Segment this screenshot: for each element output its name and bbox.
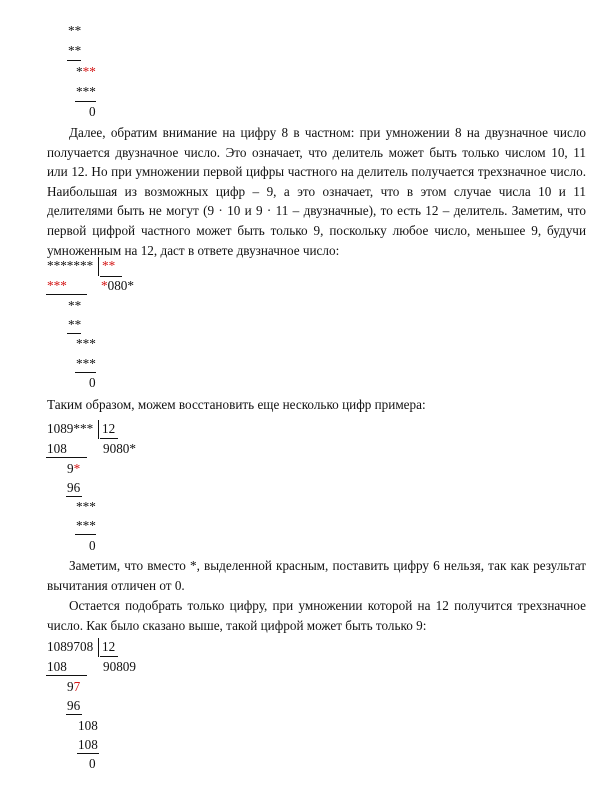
paragraph-line: Заметим, что вместо *, выделенной красным, поставить цифру 6 нельзя, так как результат [69, 558, 586, 573]
paragraph-line: делителями быть не могут (9 · 10 и 9 · 11 – двузначные), то есть 12 – делитель. Заметим, что [47, 203, 586, 219]
subtraction-underline [66, 714, 82, 715]
division-remainder: 0 [89, 104, 96, 119]
paragraph-line: получается двузначное число. Это означает, что делитель может быть только числом 10, 11 [47, 144, 586, 160]
subtrahend: 108 [47, 659, 67, 674]
division-line: 96 [67, 480, 81, 495]
quotient: *080* [101, 278, 134, 293]
division-remainder: 0 [89, 375, 96, 390]
paragraph-line: Далее, обратим внимание на цифру 8 в частном: при умножении 8 на двузначное число [69, 125, 586, 140]
divisor: ** [102, 258, 116, 273]
divisor-underline [100, 438, 118, 439]
paragraph-line: умноженным на 12, даст в ответе двузначное число: [47, 242, 340, 258]
subtraction-underline [46, 294, 87, 295]
subtraction-underline [67, 333, 81, 334]
division-bar [98, 638, 99, 657]
division-line: 9* [67, 461, 81, 476]
paragraph [47, 596, 586, 635]
division-line: *** [76, 518, 96, 533]
paragraph-line: число. Как было сказано выше, такой цифрой может быть только 9: [47, 617, 427, 633]
division-line: 97 [67, 679, 81, 694]
subtraction-underline [67, 60, 81, 61]
division-remainder: 0 [89, 756, 96, 771]
paragraph-line: или 12. Но при умножении первой цифры частного на делитель получается трехзначное число. [47, 164, 586, 180]
division-line: *** [76, 84, 96, 99]
divisor-underline [100, 656, 118, 657]
division-line: 96 [67, 698, 81, 713]
paragraph-line: Остается подобрать только цифру, при умножении которой на 12 получится трехзначное [69, 598, 586, 613]
paragraph-line: Наибольшая из возможных цифр – 9, а это означает, что в этом случае числа 10 и 11 [47, 183, 586, 199]
paragraph: Таким образом, можем восстановить еще несколько цифр примера: [47, 397, 426, 412]
division-bar [98, 257, 99, 276]
subtraction-underline [46, 457, 87, 458]
subtraction-underline [46, 675, 87, 676]
paragraph [47, 556, 586, 595]
division-line: 108 [78, 718, 98, 733]
paragraph-line: вычитания отличен от 0. [47, 577, 185, 593]
subtraction-underline [77, 753, 99, 754]
division-line: ** [68, 298, 82, 313]
divisor-underline [100, 276, 122, 277]
division-bar [98, 420, 99, 439]
quotient: 90809 [103, 659, 136, 674]
subtraction-underline [75, 534, 96, 535]
division-line: ** [68, 43, 82, 58]
subtraction-underline [66, 496, 82, 497]
division-line: ** [68, 23, 82, 38]
dividend: 1089708 [47, 639, 94, 654]
divisor: 12 [102, 639, 116, 654]
subtraction-underline [75, 101, 96, 102]
quotient: 9080* [103, 441, 136, 456]
division-remainder: 0 [89, 538, 96, 553]
subtrahend: 108 [47, 441, 67, 456]
division-line: *** [76, 356, 96, 371]
dividend: ******* [47, 258, 94, 273]
paragraph-line: первой цифрой частного может быть только 9, поскольку любое число, меньшее 9, будучи [47, 222, 586, 238]
division-line: ** [68, 317, 82, 332]
dividend: 1089*** [47, 421, 94, 436]
division-line: *** [76, 499, 96, 514]
division-line: *** [76, 336, 96, 351]
subtraction-underline [75, 372, 96, 373]
subtrahend: *** [47, 278, 67, 293]
divisor: 12 [102, 421, 116, 436]
paragraph [47, 123, 586, 260]
division-line: 108 [78, 737, 98, 752]
division-line: *** [76, 64, 96, 79]
